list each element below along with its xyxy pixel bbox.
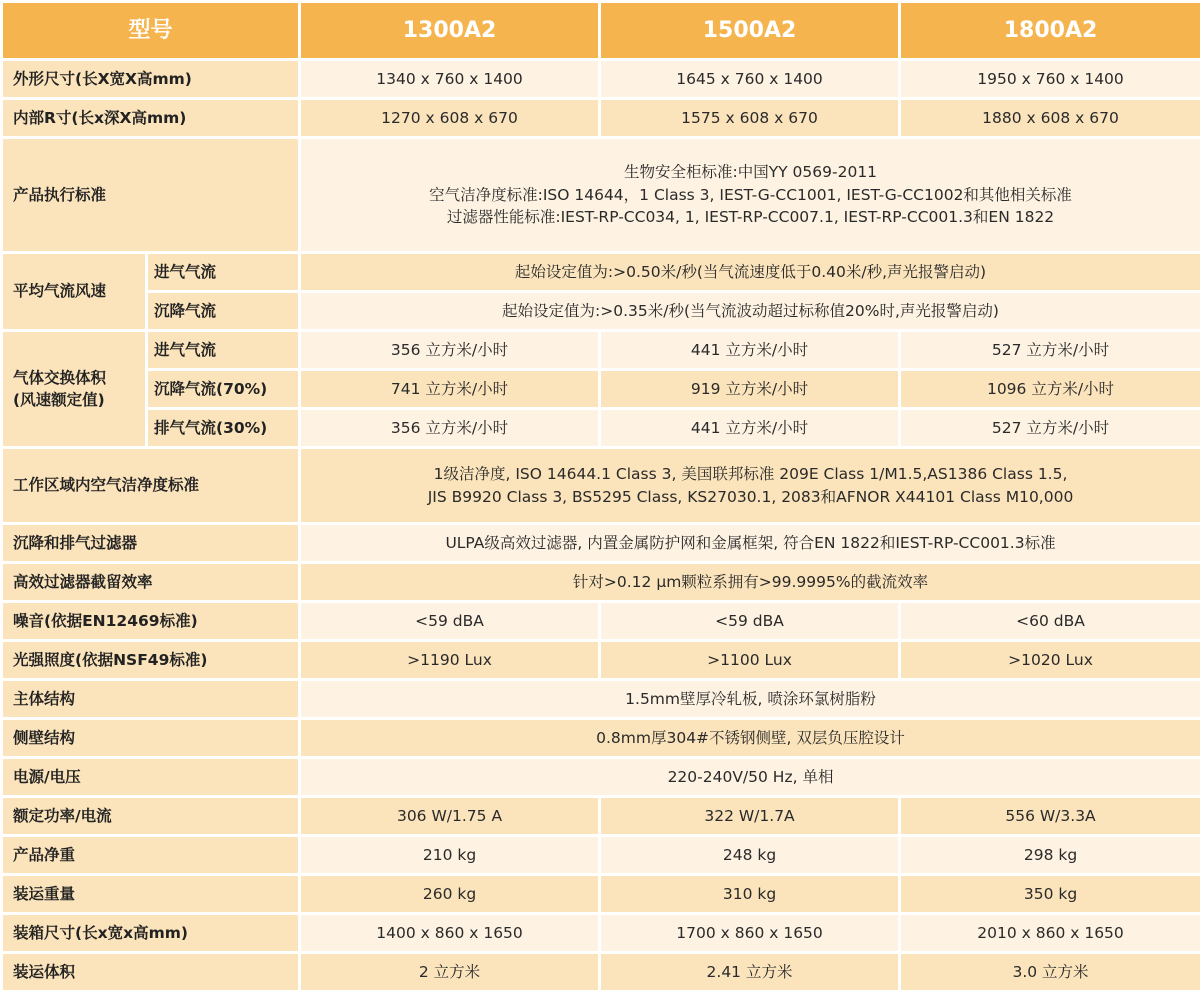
cell: 2.41 立方米 xyxy=(601,954,898,990)
standard-cell xyxy=(301,139,1200,251)
cell: 356 立方米/小时 xyxy=(301,410,598,446)
table-row xyxy=(3,410,1200,446)
row-label: 装箱尺寸(长x宽x高mm) xyxy=(3,915,298,951)
row-label: 装运重量 xyxy=(3,876,298,912)
row-label-line: 气体交换体积 xyxy=(13,368,107,387)
table-row xyxy=(3,954,1200,990)
row-label: 高效过滤器截留效率 xyxy=(3,564,298,600)
table-row xyxy=(3,876,1200,912)
sub-label: 排气气流(30%) xyxy=(148,410,298,446)
cell: 针对>0.12 µm颗粒系拥有>99.9995%的截流效率 xyxy=(301,564,1200,600)
row-label: 光强照度(依据NSF49标准) xyxy=(3,642,298,678)
table-row xyxy=(3,603,1200,639)
cell: 919 立方米/小时 xyxy=(601,371,898,407)
row-label xyxy=(3,332,145,446)
cell: >1100 Lux xyxy=(601,642,898,678)
row-label: 侧壁结构 xyxy=(3,720,298,756)
cell: 298 kg xyxy=(901,837,1200,873)
table-row xyxy=(3,915,1200,951)
row-label: 外形尺寸(长X宽X高mm) xyxy=(3,61,298,97)
table-row xyxy=(3,525,1200,561)
table-row xyxy=(3,759,1200,795)
row-label: 内部R寸(长x深X高mm) xyxy=(3,100,298,136)
sub-label: 进气气流 xyxy=(148,332,298,368)
cell: 310 kg xyxy=(601,876,898,912)
cell: 1575 x 608 x 670 xyxy=(601,100,898,136)
cell: 527 立方米/小时 xyxy=(901,332,1200,368)
table-row xyxy=(3,681,1200,717)
table-row xyxy=(3,332,1200,368)
row-label-line: (风速额定值) xyxy=(13,391,105,409)
cell: 1700 x 860 x 1650 xyxy=(601,915,898,951)
cell: 1645 x 760 x 1400 xyxy=(601,61,898,97)
table-row xyxy=(3,798,1200,834)
header-col: 1300A2 xyxy=(301,3,598,58)
cell: 1270 x 608 x 670 xyxy=(301,100,598,136)
standard-line: 生物安全柜标准:中国YY 0569-2011 xyxy=(623,163,878,182)
cell: 1880 x 608 x 670 xyxy=(901,100,1200,136)
row-label: 平均气流风速 xyxy=(3,254,145,329)
cell: 441 立方米/小时 xyxy=(601,332,898,368)
cell: >1190 Lux xyxy=(301,642,598,678)
cell: 1.5mm壁厚冷轧板, 喷涂环氯树脂粉 xyxy=(301,681,1200,717)
cell: 441 立方米/小时 xyxy=(601,410,898,446)
table-row xyxy=(3,720,1200,756)
cell: 220-240V/50 Hz, 单相 xyxy=(301,759,1200,795)
cell: 起始设定值为:>0.50米/秒(当气流速度低于0.40米/秒,声光报警启动) xyxy=(301,254,1200,290)
standard-line: 过滤器性能标准:IEST-RP-CC034, 1, IEST-RP-CC007.1, IEST-RP-CC001.3和EN 1822 xyxy=(446,208,1055,227)
cell: 1340 x 760 x 1400 xyxy=(301,61,598,97)
cell: 306 W/1.75 A xyxy=(301,798,598,834)
sub-label: 进气气流 xyxy=(148,254,298,290)
table-row xyxy=(3,449,1200,522)
cell: 741 立方米/小时 xyxy=(301,371,598,407)
cell: 起始设定值为:>0.35米/秒(当气流波动超过标称值20%时,声光报警启动) xyxy=(301,293,1200,329)
cell: >1020 Lux xyxy=(901,642,1200,678)
row-label: 产品净重 xyxy=(3,837,298,873)
row-label: 沉降和排气过滤器 xyxy=(3,525,298,561)
row-label: 电源/电压 xyxy=(3,759,298,795)
row-label: 装运体积 xyxy=(3,954,298,990)
cell: 1096 立方米/小时 xyxy=(901,371,1200,407)
cell: 2010 x 860 x 1650 xyxy=(901,915,1200,951)
cell: 356 立方米/小时 xyxy=(301,332,598,368)
table-row xyxy=(3,371,1200,407)
sub-label: 沉降气流 xyxy=(148,293,298,329)
row-label: 主体结构 xyxy=(3,681,298,717)
table-row xyxy=(3,254,1200,290)
header-model: 型号 xyxy=(3,3,298,58)
cell: 3.0 立方米 xyxy=(901,954,1200,990)
cell: 527 立方米/小时 xyxy=(901,410,1200,446)
row-label: 额定功率/电流 xyxy=(3,798,298,834)
row-label: 工作区域内空气洁净度标准 xyxy=(3,449,298,522)
cell: <59 dBA xyxy=(601,603,898,639)
cell: 556 W/3.3A xyxy=(901,798,1200,834)
cell: 260 kg xyxy=(301,876,598,912)
cell: 248 kg xyxy=(601,837,898,873)
standard-line: 空气洁净度标准:ISO 14644，1 Class 3, IEST-G-CC1001, IEST-G-CC1002和其他相关标准 xyxy=(429,185,1072,204)
row-label: 产品执行标准 xyxy=(3,139,298,251)
cell: 1950 x 760 x 1400 xyxy=(901,61,1200,97)
cell: ULPA级高效过滤器, 内置金属防护网和金属框架, 符合EN 1822和IEST-RP-CC001.3标准 xyxy=(301,525,1200,561)
cell: 322 W/1.7A xyxy=(601,798,898,834)
cell: 0.8mm厚304#不锈钢侧壁, 双层负压腔设计 xyxy=(301,720,1200,756)
table-row xyxy=(3,100,1200,136)
header-col: 1800A2 xyxy=(901,3,1200,58)
workarea-line: JIS B9920 Class 3, BS5295 Class, KS27030.1, 2083和AFNOR X44101 Class M10,000 xyxy=(427,487,1074,506)
row-label: 噪音(依据EN12469标准) xyxy=(3,603,298,639)
table-row xyxy=(3,642,1200,678)
table-row xyxy=(3,564,1200,600)
cell: 350 kg xyxy=(901,876,1200,912)
table-row xyxy=(3,61,1200,97)
table-row xyxy=(3,139,1200,251)
table-row xyxy=(3,837,1200,873)
table-row xyxy=(3,293,1200,329)
sub-label: 沉降气流(70%) xyxy=(148,371,298,407)
header-row xyxy=(3,3,1200,58)
cell: 1400 x 860 x 1650 xyxy=(301,915,598,951)
workarea-cell xyxy=(301,449,1200,522)
cell: <59 dBA xyxy=(301,603,598,639)
cell: 210 kg xyxy=(301,837,598,873)
cell: 2 立方米 xyxy=(301,954,598,990)
header-col: 1500A2 xyxy=(601,3,898,58)
cell: <60 dBA xyxy=(901,603,1200,639)
workarea-line: 1级洁净度, ISO 14644.1 Class 3, 美国联邦标准 209E Class 1/M1.5,AS1386 Class 1.5, xyxy=(433,465,1068,484)
